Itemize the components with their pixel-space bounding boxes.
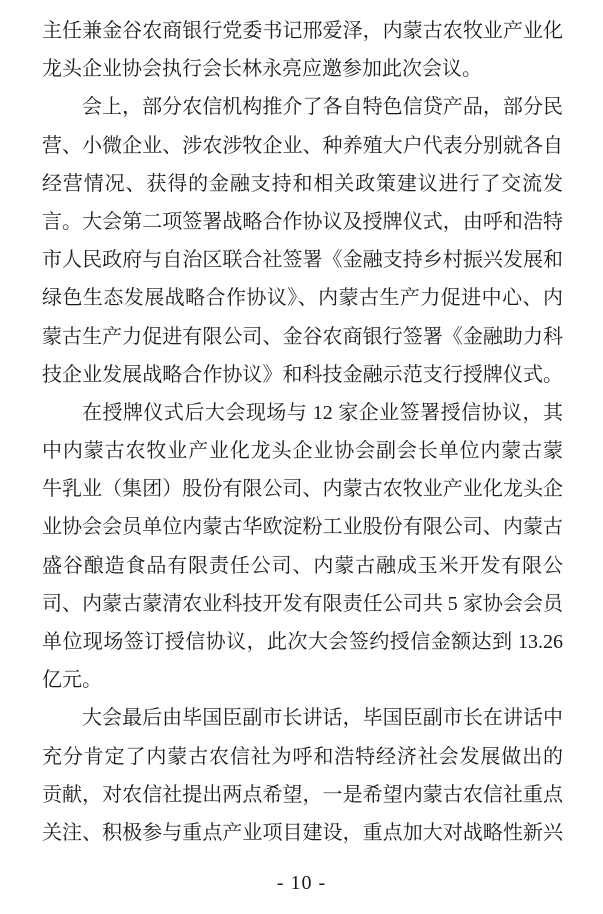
text-line: 司、内蒙古蒙清农业科技开发有限责任公司共 5 家协会会员 — [42, 592, 563, 615]
text-line: 在授牌仪式后大会现场与 12 家企业签署授信协议，其 — [82, 401, 563, 424]
text-line: 市人民政府与自治区联合社签署《金融支持乡村振兴发展和 — [42, 249, 563, 272]
text-line: 贡献，对农信社提出两点希望，一是希望内蒙古农信社重点 — [42, 783, 563, 806]
text-line: 单位现场签订授信协议，此次大会签约授信金额达到 13.26 — [42, 631, 563, 653]
text-line: 业协会会员单位内蒙古华欧淀粉工业股份有限公司、内蒙古 — [42, 516, 563, 539]
text-line: 关注、积极参与重点产业项目建设，重点加大对战略性新兴 — [42, 821, 563, 844]
text-line: 主任兼金谷农商银行党委书记邢爱泽，内蒙古农牧业产业化 — [42, 20, 563, 42]
text-line: 言。大会第二项签署战略合作协议及授牌仪式，由呼和浩特 — [42, 210, 563, 233]
page-number: - 10 - — [276, 872, 327, 894]
text-line: 充分肯定了内蒙古农信社为呼和浩特经济社会发展做出的 — [42, 745, 563, 768]
text-line: 中内蒙古农牧业产业化龙头企业协会副会长单位内蒙古蒙 — [42, 440, 563, 463]
text-line: 绿色生态发展战略合作协议》、内蒙古生产力促进中心、内 — [42, 287, 563, 310]
text-line: 蒙古生产力促进有限公司、金谷农商银行签署《金融助力科 — [42, 325, 563, 348]
text-line: 营、小微企业、涉农涉牧企业、种养殖大户代表分别就各自 — [42, 134, 563, 157]
text-line: 牛乳业（集团）股份有限公司、内蒙古农牧业产业化龙头企 — [42, 478, 563, 501]
text-line: 会上，部分农信机构推介了各自特色信贷产品，部分民 — [82, 96, 563, 119]
text-line: 经营情况、获得的金融支持和相关政策建议进行了交流发 — [42, 172, 563, 195]
text-line: 龙头企业协会执行会长林永亮应邀参加此次会议。 — [42, 58, 482, 81]
text-line: 盛谷酿造食品有限责任公司、内蒙古融成玉米开发有限公 — [42, 554, 563, 577]
text-line: 亿元。 — [42, 669, 102, 692]
text-line: 大会最后由毕国臣副市长讲话，毕国臣副市长在讲话中 — [82, 707, 563, 730]
body-text — [42, 12, 563, 852]
text-line: 技企业发展战略合作协议》和科技金融示范支行授牌仪式。 — [42, 363, 563, 386]
